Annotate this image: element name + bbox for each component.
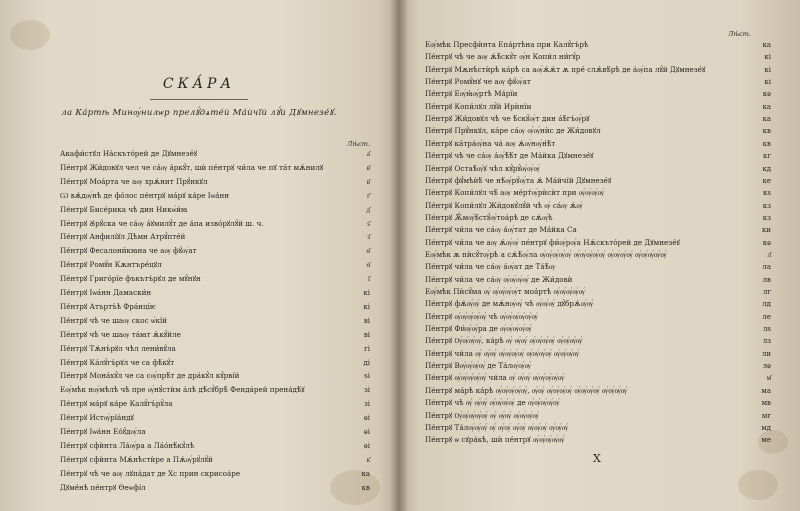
left-page xyxy=(0,0,398,511)
entry-leaf-number: кі xyxy=(764,65,771,74)
entry-title: Пе́нтрꙋ Жи́довꙋл чел че са́ѹ а́ркꙋ́т, шѝ пе́нтрꙋ чи́ла че пꙋ та́т мѫ́нилꙋ xyxy=(60,162,324,172)
contents-entry xyxy=(425,360,773,372)
contents-entry xyxy=(60,329,372,341)
contents-entry xyxy=(60,482,372,494)
entry-title: Акафи́стꙋл На́скъто́рей де Дꙋмнезе́ꙋ xyxy=(60,149,198,158)
entry-title: Пе́нтрꙋ фꙋ́мѣѝѣ́ че нѣ́ѹ́рꙋ́ѹ́та ѫ́ Ма́йчїй Дꙋмнезе́ꙋ xyxy=(425,175,612,185)
entry-leaf-number: ле xyxy=(762,312,771,321)
entry-title: Пе́нтрꙋ Анфилі́ꙋл Дѣмн Атрꙋ́пте́й xyxy=(60,232,186,242)
contents-entry xyxy=(425,237,773,249)
contents-entry xyxy=(425,138,773,150)
entry-leaf-number: з҃ xyxy=(367,233,370,242)
entry-leaf-number: кѳ xyxy=(762,238,771,247)
entry-title: Пе́нтрꙋ ма́рꙋ ка́ре Калꙋ́гъ́рꙋ́ла xyxy=(60,399,173,409)
contents-entry xyxy=(425,385,773,397)
entry-title: Пе́нтрꙋ Тѫ́нъ́рꙋл чѣл лени́вꙋ́ла xyxy=(60,343,176,353)
entry-title: Пе́нтрꙋ Вѹ́ѹ́ѹ́ѹ́ де Та́лѹ́ѹ́ѹ́ xyxy=(425,361,531,371)
entry-leaf-number: к҃ xyxy=(366,455,370,464)
entry-leaf-number: ѳі xyxy=(363,414,370,423)
entry-leaf-number: лѕ xyxy=(762,325,771,334)
entry-leaf-number: ки xyxy=(761,226,771,235)
contents-entry xyxy=(60,231,372,243)
contents-entry xyxy=(60,218,372,230)
entry-leaf-number: ві xyxy=(363,316,370,325)
entry-title: Дꙋме́нѣ пе́нтрꙋ Ѳеѡфі́л xyxy=(60,482,146,492)
entry-leaf-number: лз xyxy=(762,337,771,346)
entry-title: Еѹ́мѣк Пресфѝнта Епа́ртѣна при Калꙋ́гъ́рѣ xyxy=(425,40,589,49)
entry-leaf-number: і҃ xyxy=(368,275,370,284)
entry-title: Пе́нтрꙋ сфѝнта Мѫ́нѣстѝре а Пѫ́ѹ́рꙋ́лꙋ́й xyxy=(60,454,213,464)
entry-title: Пе́нтрꙋ ма́рѣ ка́рѣ ѹ́ѹ́ѹ́ѹ́ѹ́, ѹ́ѹ́ ѹ́ѹ́ѹ́ѹ́ ѹ́ѹ́ѹ́ѹ́ ѹ́ѹ́ѹ́ѹ́ xyxy=(425,385,628,395)
entry-title: Пе́нтрꙋ Іѡа́нн Дамаски́н xyxy=(60,288,152,297)
entry-leaf-number: ѳ҃ xyxy=(366,261,370,270)
contents-entry xyxy=(425,286,773,298)
entry-leaf-number: кѕ xyxy=(763,189,771,198)
entry-title: Пе́нтрꙋ Ѹ́ѹ́ѹ́ѹ́, ка́рѣ ѹ́ ѹ́ѹ́ ѹ́ѹ́ѹ́ѹ́ ѹ́ѹ́ѹ́ѹ́ xyxy=(425,336,583,346)
entry-leaf-number: ка xyxy=(762,102,771,111)
entry-leaf-number: г҃ xyxy=(367,191,370,200)
entry-title: Пе́нтрꙋ ѹ́ѹ́ѹ́ѹ́ѹ́ чи́ла ѹ́ ѹ́ѹ́ ѹ́ѹ́ѹ́ѹ́ѹ́ xyxy=(425,373,565,383)
entry-title: Еѹ́мѣк ѫ пѝсꙋ́тѹ́рѣ а сѫ́ѣ́ѹ́ла ѹ́ѹ́ѹ́ѹ́ѹ́ ѹ́ѹ́ѹ́ѹ́ѹ́ ѹ́ѹ́ѹ́ѹ́ ѹ́ѹ́ѹ́ѹ́ѹ́ xyxy=(425,249,667,259)
entry-leaf-number: в҃ xyxy=(366,163,370,172)
entry-leaf-number: а҃ xyxy=(366,150,370,158)
entry-title: Пе́нтрꙋ Копи́лꙋл лꙋ́й Ирѝнїи xyxy=(425,101,532,111)
contents-entry xyxy=(425,163,773,175)
entry-leaf-number: ме xyxy=(761,436,771,445)
entry-leaf-number: ѕ҃ xyxy=(367,219,370,228)
entry-title: Пе́нтрꙋ чѣ че са́ѹ а́ѹ́ѣ́ѣ́т де Ма́йка Дꙋмнезе́ꙋ xyxy=(425,151,594,161)
contents-entry xyxy=(425,224,773,236)
entry-leaf-number: мд xyxy=(761,423,771,432)
entry-title: Пе́нтрꙋ чи́ла че са́ѹ а́ѹ́ат де Та́ѣ́ѹ xyxy=(425,262,556,272)
entry-title: Пе́нтрꙋ Ꙋ́рꙋ́ска че са́ѹ а́ꙋмилꙋ́т де а́па изво́рꙋлꙋ́й ш. ч. xyxy=(60,218,264,228)
contents-entry xyxy=(60,190,372,202)
entry-leaf-number: ѕі xyxy=(364,372,370,381)
entry-leaf-number: ма xyxy=(761,386,771,395)
contents-entry xyxy=(60,426,372,438)
contents-entry xyxy=(60,440,372,452)
entry-title: Пе́нтрꙋ ка́тра́ѹ́на ча́ аѹ ѫ́ѹ́нѹ́н́ѣ́т xyxy=(425,138,556,148)
contents-entry xyxy=(60,287,372,299)
contents-entry xyxy=(425,410,773,422)
entry-leaf-number: кі xyxy=(363,289,370,297)
entry-leaf-number: кі xyxy=(764,78,771,87)
leaf-column-label: Лѣ́ст. xyxy=(347,140,371,148)
contents-entry xyxy=(425,298,773,310)
entry-title: Пе́нтрꙋ Фи́ѹ́ѹ́ра де ѹ́ѹ́ѹ́ѹ́ѹ́ xyxy=(425,324,532,334)
contents-entry xyxy=(425,113,773,125)
entry-title: Пе́нтрꙋ Ромꙋ́н Кѫнтъре́цꙋл xyxy=(60,260,162,270)
entry-leaf-number: ке xyxy=(762,176,771,185)
entry-leaf-number: ѳі xyxy=(363,441,370,450)
entry-title: Пе́нтрꙋ Ѫ́мѹ́ѣ́стꙋ́ѹ́тоа́рѣ де сѫ́ѹ́ѣ xyxy=(425,212,553,222)
contents-entry xyxy=(425,348,773,360)
entry-leaf-number: ка xyxy=(762,41,771,49)
entry-title: Пе́нтрꙋ Копи́лꙋл чѣ́ аѹ ме́рт́ѹ́рѝсѝт при ѹ́ѹ́ѹ́ѹ́ xyxy=(425,188,605,198)
entry-title: Пе́нтрꙋ ѡ сꙋра́кѣ, шѝ пе́нтрꙋ ѹ́ѹ́ѹ́ѹ́ѹ́ xyxy=(425,435,565,445)
entry-leaf-number: мг xyxy=(761,411,771,420)
entry-title: Пе́нтрꙋ Григо́рїе фъкътъ́рꙋл де мꙋ́нꙋн xyxy=(60,274,201,284)
entry-leaf-number: кг xyxy=(762,152,771,161)
contents-entry xyxy=(425,39,773,51)
contents-entry xyxy=(425,323,773,335)
entry-leaf-number: кд xyxy=(762,164,771,173)
contents-entry xyxy=(425,88,773,100)
entry-title: Пе́нтрꙋ Остаѣ́ѹ́ꙋ чѣл кꙋ́рꙋ́ѹ́ѹ́ѹ́ xyxy=(425,163,540,173)
entry-title: Пе́нтрꙋ чѣ че аѹ лꙋпа́дат де Хс прин скрисоа́ре xyxy=(60,468,241,478)
entry-leaf-number: лд xyxy=(762,300,771,309)
entry-title: Пе́нтрꙋ Та́лѹ́ѹ́ѹ́ ѹ́ ѹ́ѹ́ ѹ́ѹ́ ѹ́ѹ́ѹ́ ѹ́ѹ́ѹ́ xyxy=(425,422,569,432)
end-mark: Х xyxy=(593,452,601,465)
entry-leaf-number: кв xyxy=(762,127,771,136)
contents-entry xyxy=(425,125,773,137)
contents-entry xyxy=(60,273,372,285)
contents-entry xyxy=(425,434,773,446)
entry-title: Пе́нтрꙋ Истѹ́рїа́ндꙋ xyxy=(60,413,134,423)
entry-title: Пе́нтрꙋ Прꙋ́нкꙋл, ка́ре са́ѹ ѹ́ѹ́нѝс де Жи́довꙋл xyxy=(425,126,601,136)
entry-title: Пе́нтрꙋ чѣ че шаѹ скос ѡ́кїй xyxy=(60,315,168,325)
contents-entry xyxy=(425,51,773,63)
entry-title: Пе́нтрꙋ Бисе́рика чѣ дин Никѡ́и́ꙗ xyxy=(60,204,188,214)
contents-entry xyxy=(425,200,773,212)
entry-title: Пе́нтрꙋ Мѫнѣстѝрѣ ка́рѣ са аѹ́ѫ́ѫ́т ѫ пре́ слѫ́вѣ́рѣ де а́ѹ́па лꙋ́й Дꙋмнезе́ꙋ xyxy=(425,64,706,74)
contents-entry xyxy=(60,398,372,410)
entry-leaf-number: д҃ xyxy=(366,205,370,214)
entry-title: Пе́нтрꙋ чи́ла че са́ѹ а́ѹ́тат де Ма́йка Са xyxy=(425,225,577,235)
entry-title: Пе́нтрꙋ сфѝнта Ла́ѹ́ра а Ла́о́нѣ́кꙋ́лѣ xyxy=(60,440,195,450)
entry-leaf-number: зі xyxy=(363,400,370,409)
contents-entry xyxy=(425,101,773,113)
contents-entry xyxy=(425,261,773,273)
entry-leaf-number: мв xyxy=(761,399,771,408)
entry-leaf-number: в҃ xyxy=(366,177,370,186)
contents-entry xyxy=(60,357,372,369)
contents-entry xyxy=(60,384,372,396)
contents-entry xyxy=(425,76,773,88)
entry-leaf-number: м҃ xyxy=(766,374,771,383)
entry-leaf-number: л҃ xyxy=(767,250,771,259)
entry-leaf-number: ѳ҃ xyxy=(366,247,370,256)
contents-entry xyxy=(425,422,773,434)
entry-title: Пе́нтрꙋ чѣ че аѹ ѫ́ѣ́скꙋ́т ѹ́н Копи́л ни́гꙋ́р xyxy=(425,52,581,62)
entry-leaf-number: ві xyxy=(363,330,370,339)
contents-entry xyxy=(425,274,773,286)
contents-entry xyxy=(60,468,372,480)
contents-entry xyxy=(60,162,372,174)
entry-title: Пе́нтрꙋ Копи́лꙋл Жи́довꙋ́лꙋ́й чѣ ѹ́ са́ѹ ѫ́ѹ́ xyxy=(425,200,583,210)
entry-leaf-number: ка xyxy=(361,469,370,478)
entry-leaf-number: ла xyxy=(762,263,771,272)
contents-entry xyxy=(425,187,773,199)
contents-entry xyxy=(60,301,372,313)
entry-title: Пе́нтрꙋ Іѡа́нн Ео́ꙋ́дѹ́ла xyxy=(60,427,146,436)
contents-entry xyxy=(60,245,372,257)
right-page xyxy=(398,0,800,511)
entry-leaf-number: кѳ xyxy=(762,90,771,99)
entry-title: Еѹ́мѣк нѹ́мѣлѣ чѣ пре ѹ́нꙋ́стѝм а́лѣ дѣ́сꙋ́брѣ́ Фенда́рей прена́дѣ́ꙋ xyxy=(60,385,305,395)
entry-title: Пе́нтрꙋ Атъртъ́ѣ Фра́нці́ѥ xyxy=(60,301,156,311)
entry-title: Пе́нтрꙋ чи́ла че аѹ ѫ́ѹ́ѹ́ пе́нтрꙋ фи́ѹ́рѹ́а Нѫ́скъто́рей де Дꙋмнезе́ꙋ xyxy=(425,237,680,247)
entry-title: Пе́нтрꙋ фѫ́ѹ́ѹ́ де мѫ́нѹ́ѹ́ чѣ ѹ́ѹ́ѹ́ дꙋ́брѫ́ѹ́ѹ́ xyxy=(425,299,594,309)
contents-entry xyxy=(425,150,773,162)
entry-leaf-number: лг xyxy=(762,288,771,296)
book-gutter xyxy=(390,0,408,511)
entry-leaf-number: лв xyxy=(762,275,771,284)
contents-entry xyxy=(425,175,773,187)
contents-entry xyxy=(425,335,773,347)
contents-entry xyxy=(425,249,773,261)
entry-title: Пе́нтрꙋ чи́ла ѹ́ ѹ́ѹ́ ѹ́ѹ́ѹ́ѹ́ ѹ́ѹ́ѹ́ѹ́ ѹ́ѹ́ѹ́ѹ́ xyxy=(425,348,580,358)
contents-entry xyxy=(60,315,372,327)
contents-entry xyxy=(60,370,372,382)
entry-title: Еѹ́мѣк Пѝсꙋ́ма ѹ́ ѹ́ѹ́ѹ́ѹ́т моа́ртѣ ѹ́ѹ́ѹ́ѹ́ѹ́ xyxy=(425,287,586,296)
entry-title: Пе́нтрꙋ чи́ла че са́ѹ ѹ́ѹ́ѹ́ѹ́ де Жи́довѝ xyxy=(425,274,573,284)
entry-title: Пе́нтрꙋ Еѹ́ꙗ́ѹ́ртѣ Ма́рїи xyxy=(425,89,518,99)
entry-title: Пе́нтрꙋ ѹ́ѹ́ѹ́ѹ́ѹ́ чѣ ѹ́ѹ́ѹ́ѹ́ѹ́ѹ́ xyxy=(425,311,538,321)
contents-entry xyxy=(60,204,372,216)
contents-entry xyxy=(60,343,372,355)
entry-leaf-number: ка xyxy=(762,115,771,124)
page-title: СКА́РА xyxy=(162,76,236,92)
entry-title: Пе́нтрꙋ чѣ че шаѹ та́ꙗт ѫ́кꙋ́йле xyxy=(60,329,181,339)
entry-title: Пе́нтрꙋ Жи́довꙋл чѣ че ѣ́скꙋ́ѹ́т дин а́ѣ́гъ́ѹ́рꙋ xyxy=(425,114,590,124)
entry-leaf-number: ѳі xyxy=(363,428,370,436)
contents-entry xyxy=(60,412,372,424)
entry-leaf-number: кв xyxy=(361,483,370,492)
entry-leaf-number: ли xyxy=(761,349,771,358)
entry-leaf-number: зі xyxy=(363,386,370,395)
entry-title: Пе́нтрꙋ Мона́хꙋ́л че са сѹ́прѣ́т де дра́кꙋ́л кꙋ́рві́й xyxy=(60,371,240,381)
entry-leaf-number: ді xyxy=(363,358,370,367)
contents-entry xyxy=(60,454,372,466)
entry-leaf-number: кі xyxy=(363,302,370,311)
entry-leaf-number: лѳ xyxy=(762,362,771,371)
contents-entry xyxy=(425,64,773,76)
contents-entry xyxy=(60,148,372,160)
entry-leaf-number: гі xyxy=(364,344,370,353)
page-subtitle: ла Ка́ртѣ Минѹ́нилѡр прелꙋ́дѧте́й Ма́йчїй лꙋ́й Дꙋмнезе́ꙋ. xyxy=(61,108,337,118)
entry-title: Пе́нтрꙋ чѣ ѹ́ ѹ́ѹ́ ѹ́ѹ́ѹ́ѹ́ де ѹ́ѹ́ѹ́ѹ́ѹ́ xyxy=(425,398,560,408)
contents-entry xyxy=(425,311,773,323)
entry-title: Пе́нтрꙋ Ка́лꙋ́гъ́рꙋл че са фѣ́кꙋ́т xyxy=(60,357,175,367)
entry-title: Пе́нтрꙋ Ромꙋ́нꙋ че аѹ фꙋ́ѹ́ат xyxy=(425,77,531,87)
entry-title: Пе́нтрꙋ Ѹ́ѹ́ѹ́ѹ́ѹ́ ѹ́ ѹ́ѹ́ ѹ́ѹ́ѹ́ѹ́ xyxy=(425,410,539,420)
contents-entry xyxy=(425,397,773,409)
contents-entry xyxy=(425,372,773,384)
entry-leaf-number: кз xyxy=(762,213,771,222)
contents-entry xyxy=(60,176,372,188)
contents-entry xyxy=(60,259,372,271)
entry-leaf-number: кз xyxy=(762,201,771,210)
contents-entry xyxy=(425,212,773,224)
entry-leaf-number: кв xyxy=(762,139,771,148)
entry-title: Пе́нтрꙋ Моа́рта че аѹ хрѫ́нит Прꙋ́нкꙋл xyxy=(60,176,208,186)
leaf-column-label: Лѣ́ст. xyxy=(728,30,752,38)
entry-title: Пе́нтрꙋ Фесалони́кꙗна че аѹ фꙋ́ѹ́ат xyxy=(60,246,197,256)
title-rule xyxy=(150,99,248,100)
entry-leaf-number: кі xyxy=(764,53,771,62)
entry-title: Ѡ вѫ́дѹ́нѣ де фо́лос пе́нтрꙋ ма́рꙋ ка́ре Іѡа́нн xyxy=(60,190,230,200)
